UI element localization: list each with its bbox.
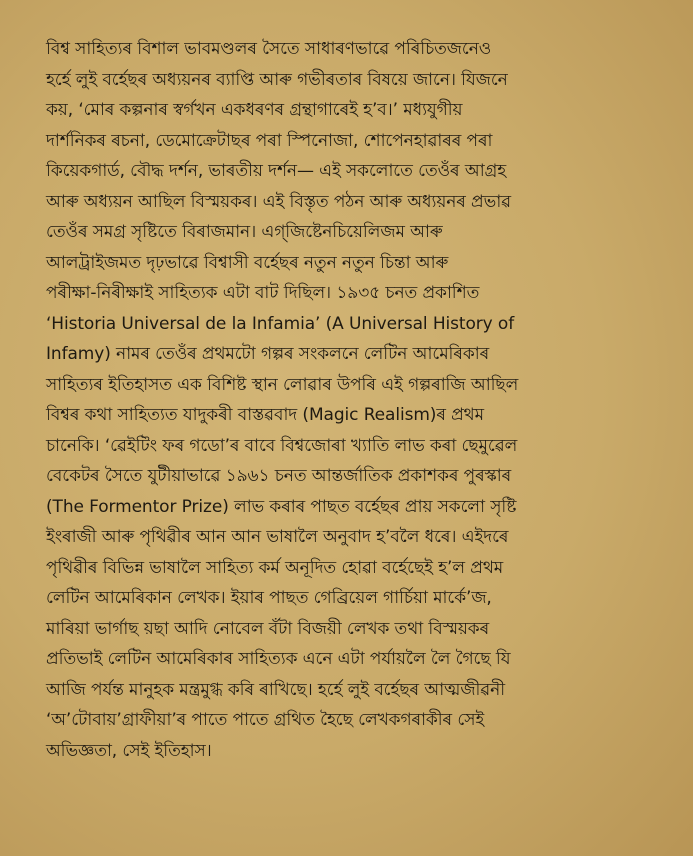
text-line: বিশ্বৰ কথা সাহিত্যত যাদুকৰী বাস্তৱবাদ (Magic Realism)ৰ প্ৰথম	[46, 405, 484, 425]
text-line: আৰু অধ্যয়ন আছিল বিস্ময়কৰ। এই বিস্তৃত পঠন আৰু অধ্যয়নৰ প্ৰভাৱ	[46, 191, 511, 212]
text-line: আলট্ৰাইজমত দৃঢ়ভাৱে বিশ্বাসী বৰ্হেছৰ নতুন নতুন চিন্তা আৰু	[46, 252, 449, 273]
text-line: হৰ্হে লুই বৰ্হেছৰ অধ্যয়নৰ ব্যাপ্তি আৰু গভীৰতাৰ বিষয়ে জানে। যিজনে	[46, 69, 508, 90]
text-line: চানেকি। ‘ৱেইটিং ফৰ গডো’ৰ বাবে বিশ্বজোৰা খ্যাতি লাভ কৰা ছেমুৱেল	[46, 435, 518, 456]
text-line: লেটিন আমেৰিকান লেখক। ইয়াৰ পাছত গেব্ৰিয়েল গাৰ্চিয়া মাৰ্কে’জ,	[46, 588, 492, 608]
text-line: তেওঁৰ সমগ্ৰ সৃষ্টিতে বিৰাজমান। এগ্‌জিষ্টেনচিয়েলিজম আৰু	[46, 222, 443, 242]
text-line: ‘অ’টোবায়’গ্ৰাফীয়া’ৰ পাতে পাতে গ্ৰথিত হৈছে লেখকগৰাকীৰ সেই	[46, 710, 485, 730]
text-line: আজি পৰ্যন্ত মানুহক মন্ত্ৰমুগ্ধ কৰি ৰাখিছে। হৰ্হে লুই বৰ্হেছৰ আত্মজীৱনী	[46, 679, 506, 700]
text-line: মাৰিয়া ভাৰ্গাছ য়ছা আদি নোবেল বঁটা বিজয়ী লেখক তথা বিস্ময়কৰ	[46, 618, 490, 639]
blurb-paragraph	[46, 34, 675, 766]
text-line: ইংৰাজী আৰু পৃথিৱীৰ আন আন ভাষালৈ অনুবাদ হ’বলৈ ধৰে। এইদৰে	[46, 527, 509, 547]
text-line: কয়, ‘মোৰ কল্পনাৰ স্বৰ্গখন একধৰণৰ গ্ৰন্থাগাৰেই হ’ব।’ মধ্যযুগীয়	[46, 100, 463, 120]
text-line: অভিজ্ঞতা, সেই ইতিহাস।	[46, 740, 212, 761]
text-line: Infamy) নামৰ তেওঁৰ প্ৰথমটো গল্পৰ সংকলনে লেটিন আমেৰিকাৰ	[46, 344, 490, 364]
text-line: বেকেটৰ সৈতে যুটীয়াভাৱে ১৯৬১ চনত আন্তৰ্জাতিক প্ৰকাশকৰ পুৰস্কাৰ	[46, 466, 512, 486]
text-line: প্ৰতিভাই লেটিন আমেৰিকাৰ সাহিত্যক এনে এটা পৰ্যায়লৈ লৈ গৈছে যি	[46, 649, 511, 669]
text-line: দাৰ্শনিকৰ ৰচনা, ডেমোক্ৰেটাছৰ পৰা স্পিনোজা, শোপেনহাৱাৰৰ পৰা	[46, 130, 493, 151]
text-line: (The Formentor Prize) লাভ কৰাৰ পাছত বৰ্হেছৰ প্ৰায় সকলো সৃষ্টি	[46, 496, 517, 517]
text-line: ‘Historia Universal de la Infamia’ (A Universal History of	[46, 313, 515, 334]
text-line: সাহিত্যৰ ইতিহাসত এক বিশিষ্ট স্থান লোৱাৰ উপৰি এই গল্পৰাজি আছিল	[46, 374, 519, 395]
text-line: পৃথিৱীৰ বিভিন্ন ভাষালৈ সাহিত্য কৰ্ম অনূদিত হোৱা বৰ্হেছেই হ’ল প্ৰথম	[46, 557, 504, 578]
text-line: কিয়েকগাৰ্ড, বৌদ্ধ দৰ্শন, ভাৰতীয় দৰ্শন— এই সকলোতে তেওঁৰ আগ্ৰহ	[46, 161, 507, 181]
text-line: বিশ্ব সাহিত্যৰ বিশাল ভাবমণ্ডলৰ সৈতে সাধাৰণভাৱে পৰিচিতজনেও	[46, 39, 492, 59]
text-line: পৰীক্ষা-নিৰীক্ষাই সাহিত্যক এটা বাট দিছিল। ১৯৩৫ চনত প্ৰকাশিত	[46, 283, 480, 303]
